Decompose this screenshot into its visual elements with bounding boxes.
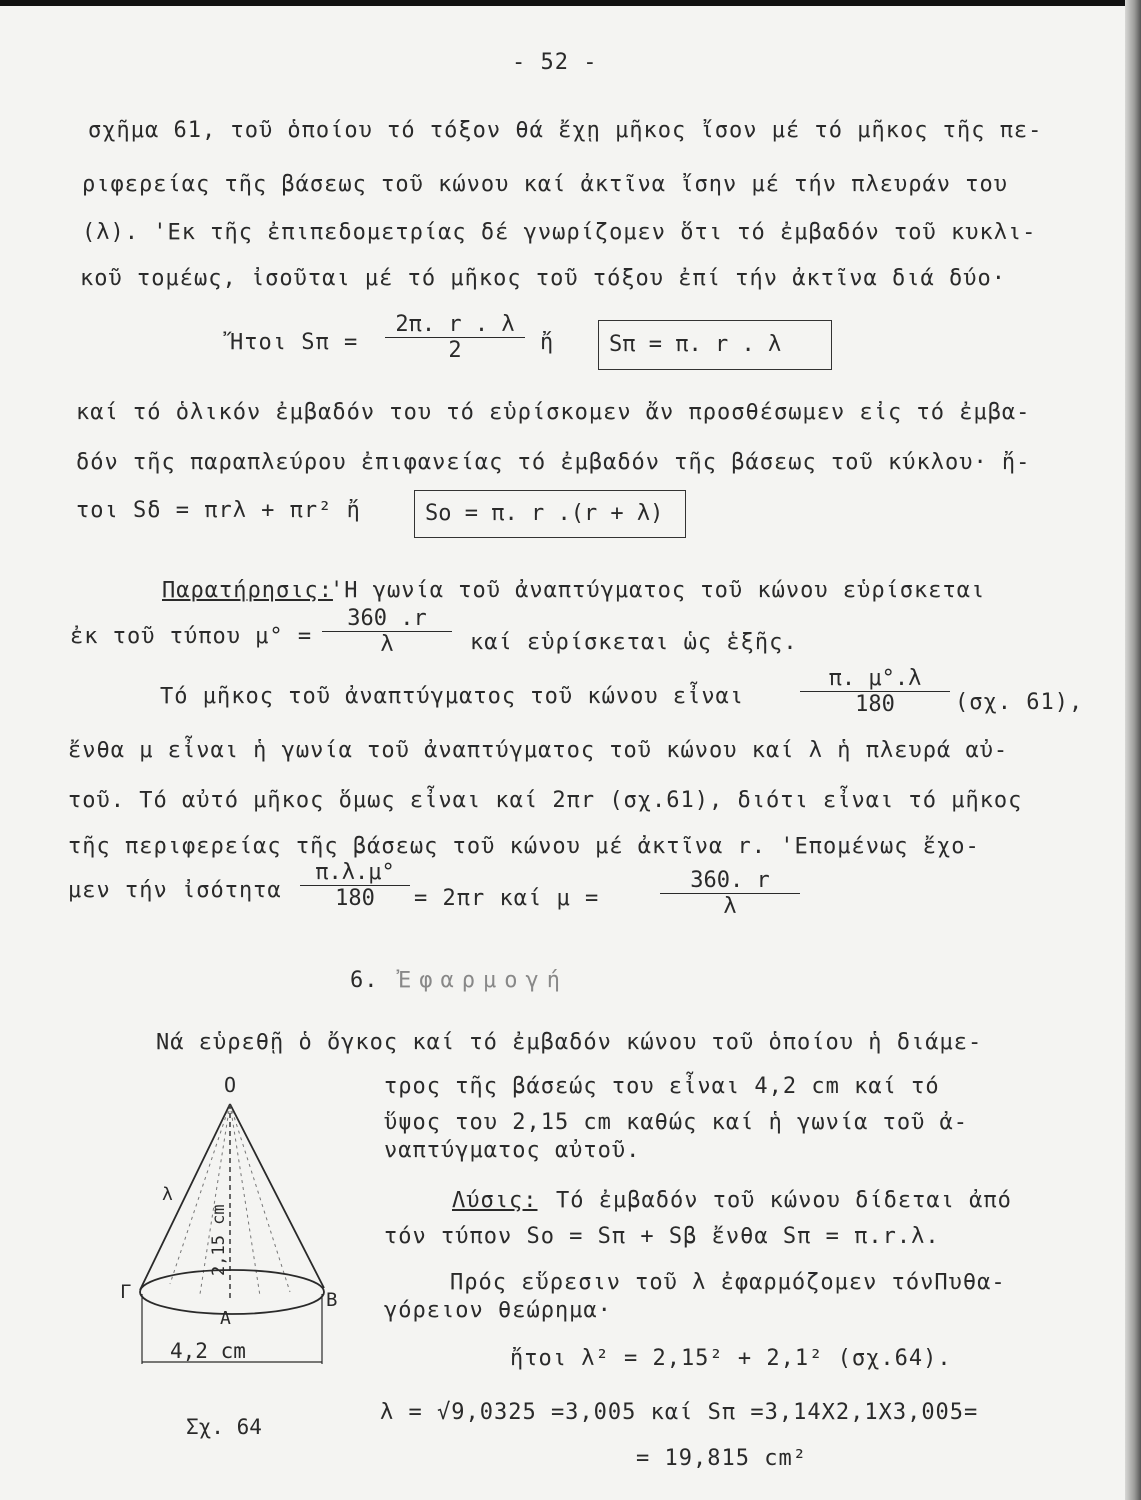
paragraph-line: ἔνθα μ εἶναι ἡ γωνία τοῦ ἀναπτύγματος τοῦ κώνου καί λ ἡ πλευρά αὐ-: [68, 738, 1009, 763]
paragraph-line: καί τό ὁλικόν ἐμβαδόν του τό εὑρίσκομεν ἄν προσθέσωμεν εἰς τό ἐμβα-: [76, 400, 1031, 425]
fraction-numerator: 2π. r . λ: [385, 312, 525, 338]
vertex-label: O: [224, 1073, 237, 1097]
fraction-denominator: 2: [448, 338, 462, 363]
figure-caption: Σχ. 64: [186, 1415, 262, 1439]
paragraph-line: Τό μῆκος τοῦ ἀναπτύγματος τοῦ κώνου εἶναι: [160, 684, 745, 709]
paragraph-line: (λ). 'Εκ τῆς ἐπιπεδομετρίας δέ γνωρίζομεν ὅτι τό ἐμβαδόν τοῦ κυκλι-: [82, 220, 1037, 245]
page-number: - 52 -: [512, 50, 598, 75]
fraction-denominator: 180: [855, 692, 895, 717]
height-label: 2,15 cm: [209, 1204, 229, 1276]
remark-text: καί εὑρίσκεται ὡς ἑξῆς.: [470, 630, 798, 655]
paragraph-line: τοῦ. Τό αὐτό μῆκος ὅμως εἶναι καί 2πr (σχ.61), διότι εἶναι τό μῆκος: [68, 788, 1023, 813]
fraction-denominator: λ: [380, 632, 394, 657]
problem-line: τρος τῆς βάσεώς του εἶναι 4,2 cm καί τό: [384, 1074, 940, 1099]
cone-base: [140, 1270, 324, 1314]
slant-label: λ: [162, 1184, 173, 1205]
fraction-numerator: π. μ°.λ: [800, 666, 950, 692]
equality-fraction: [300, 860, 410, 911]
solution-line: ἤτοι λ² = 2,15² + 2,1² (σχ.64).: [510, 1346, 952, 1371]
boxed-formula: Sπ = π. r . λ: [598, 320, 832, 370]
remark-text: 'Η γωνία τοῦ ἀναπτύγματος τοῦ κώνου εὑρίσκεται: [330, 578, 986, 603]
equation-fraction: [385, 312, 525, 363]
paragraph-line: τῆς περιφερείας τῆς βάσεως τοῦ κώνου μέ ἀκτῖνα r. 'Επομένως ἔχο-: [68, 834, 980, 859]
angle-fraction: [660, 868, 800, 919]
fraction-numerator: 360. r: [660, 868, 800, 894]
paragraph-line: δόν τῆς παραπλεύρου ἐπιφανείας τό ἐμβαδόν τῆς βάσεως τοῦ κύκλου· ἤ-: [76, 450, 1031, 475]
solution-line: λ = √9,0325 =3,005 καί Sπ =3,14Χ2,1Χ3,005=: [380, 1400, 979, 1425]
fraction-numerator: 360 .r: [322, 606, 452, 632]
arc-length-fraction: [800, 666, 950, 717]
fraction-numerator: π.λ.μ°: [300, 860, 410, 886]
paragraph-line: (σχ. 61),: [955, 690, 1084, 715]
problem-line: ὕψος του 2,15 cm καθώς καί ἡ γωνία τοῦ ἀ-: [384, 1110, 969, 1135]
paragraph-line: κοῦ τομέως, ἰσοῦται μέ τό μῆκος τοῦ τόξου ἐπί τήν ἀκτῖνα διά δύο·: [80, 266, 1006, 291]
problem-line: Νά εὑρεθῇ ὁ ὄγκος καί τό ἐμβαδόν κώνου τοῦ ὁποίου ἡ διάμε-: [156, 1030, 983, 1055]
solution-line: = 19,815 cm²: [636, 1446, 807, 1471]
solution-line: γόρειον θεώρημα·: [384, 1298, 612, 1323]
fraction-denominator: 180: [335, 886, 375, 911]
diameter-label: 4,2 cm: [170, 1339, 246, 1363]
paragraph-line: ριφερείας τῆς βάσεως τοῦ κώνου καί ἀκτῖνα ἴσην μέ τήν πλευράν του: [82, 172, 1008, 197]
remark-label: Παρατήρησις:: [162, 578, 333, 603]
scan-top-edge: [0, 0, 1141, 6]
equation-prefix: Ἤτοι Sπ =: [230, 330, 359, 355]
solution-line: Τό ἐμβαδόν τοῦ κώνου δίδεται ἀπό: [556, 1188, 1012, 1213]
point-a-label: A: [220, 1308, 231, 1329]
paragraph-line: μεν τήν ἰσότητα: [68, 878, 282, 903]
point-g-label: Γ: [120, 1281, 132, 1303]
boxed-formula: Sο = π. r .(r + λ): [414, 490, 686, 538]
section-number: 6.: [350, 968, 379, 993]
equation-or: ἤ: [540, 330, 555, 355]
cone-figure: [100, 1066, 360, 1456]
equation-prefix: τοι Sδ = πrλ + πr² ἤ: [76, 498, 361, 523]
remark-formula-prefix: ἐκ τοῦ τύπου μ° =: [70, 624, 313, 649]
scan-right-edge: [1125, 0, 1141, 1500]
fraction-denominator: λ: [723, 894, 737, 919]
paragraph-line: σχῆμα 61, τοῦ ὁποίου τό τόξον θά ἔχῃ μῆκος ἴσον μέ τό μῆκος τῆς πε-: [88, 118, 1043, 143]
solution-line: τόν τύπον Sο = Sπ + Sβ ἔνθα Sπ = π.r.λ.: [384, 1224, 940, 1249]
point-b-label: B: [326, 1289, 338, 1311]
problem-line: ναπτύγματος αὐτοῦ.: [384, 1138, 641, 1163]
section-title: Ἐφαρμογή: [398, 968, 568, 993]
paragraph-line: = 2πr καί μ =: [414, 886, 600, 911]
remark-fraction: [322, 606, 452, 657]
solution-line: Πρός εὕρεσιν τοῦ λ ἐφαρμόζομεν τόνΠυθα-: [450, 1270, 1006, 1295]
solution-label: Λύσις:: [452, 1188, 538, 1213]
